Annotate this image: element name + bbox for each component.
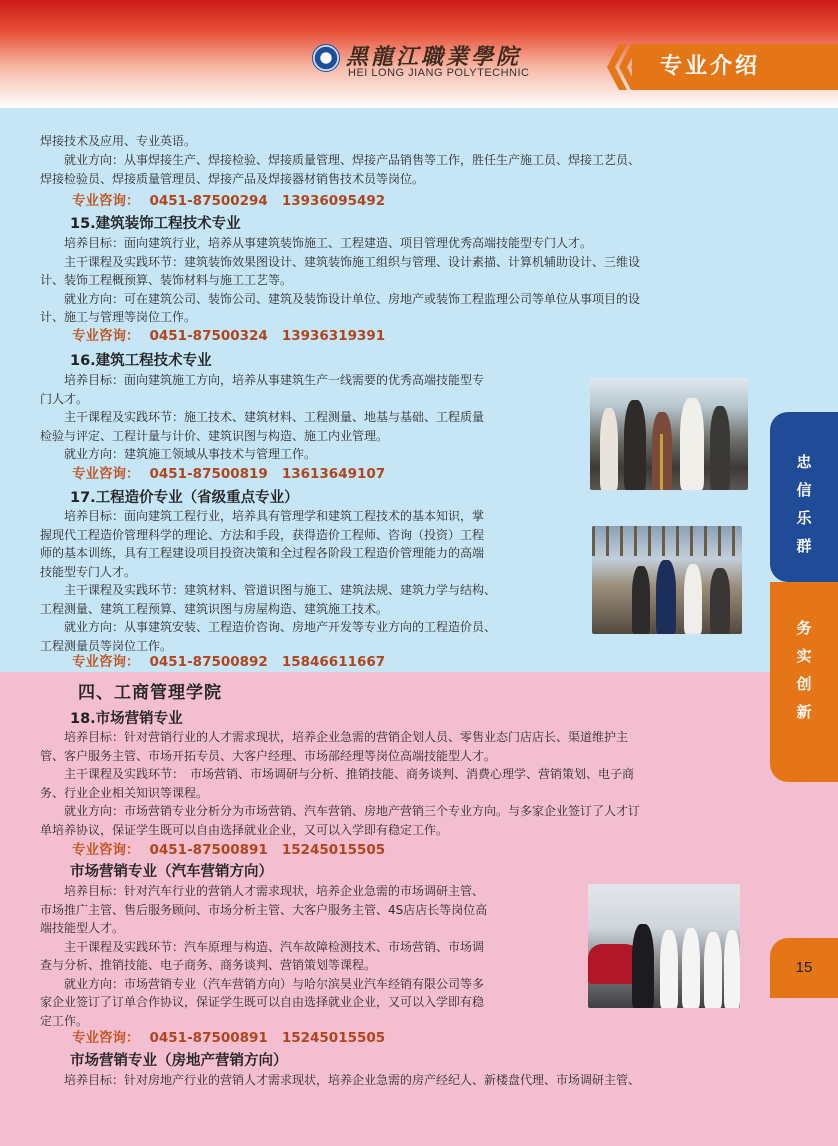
real-estate-marketing-body: 培养目标：针对房地产行业的营销人才需求现状，培养企业急需的房产经纪人、新楼盘代理、市场调研主管、 xyxy=(40,1073,641,1087)
major-17-title: 17.工程造价专业（省级重点专业） xyxy=(70,490,299,506)
contact-line xyxy=(72,838,385,858)
school-name-en: HEI LONG JIANG POLYTECHNIC xyxy=(348,67,530,79)
section-4-title: 四、工商管理学院 xyxy=(78,683,222,703)
contact-mobile: 13613649107 xyxy=(281,466,386,482)
contact-phone: 0451-87500294 xyxy=(149,193,268,209)
welding-employment-text: 就业方向：从事焊接生产、焊接检验、焊接质量管理、焊接产品销售等工作，胜任生产施工员、焊接工艺员、 焊接检验员、焊接质量管理员、焊接产品及焊接器材销售技术员等岗位。 xyxy=(40,153,641,186)
contact-label: 专业咨询： xyxy=(72,193,140,209)
contact-mobile: 15245015505 xyxy=(281,842,386,858)
auto-marketing-title: 市场营销专业（汽车营销方向） xyxy=(70,864,273,880)
major-17-body: 培养目标：面向建筑工程行业，培养具有管理学和建筑工程技术的基本知识，掌 握现代工程造价管理科学的理论、方法和手段，获得造价工程师、咨询（投资）工程 师的基本训练，具有工程建设项目投资决策和全过程各阶段工程造价管理能力的高端 技能型专门人才。 主干课程及实践环节：建筑材料、管道识图与施工、建筑法规、建筑力学与结构、 工程测量、建筑工程预算、建筑识图与房屋构造、建筑施工技术。 就业方向：从事建筑安装、工程造价咨询、房地产开发等专业方向的工程造价员、 工程测量员等岗位工作。 xyxy=(40,509,497,653)
school-name-cn: 黑龍江職業學院 xyxy=(346,44,522,70)
contact-mobile: 13936319391 xyxy=(281,328,386,344)
contact-line xyxy=(72,462,385,482)
auto-marketing-body: 培养目标：针对汽车行业的营销人才需求现状，培养企业急需的市场调研主管、 市场推广主管、售后服务顾问、市场分析主管、大客户服务主管、4S店店长等岗位高 端技能型人才。 主干课程及实践环节：汽车原理与构造、汽车故障检测技术、市场营销、市场调 查与分析、推销技能、电子商务、商务谈判、营销策划等课程。 就业方向：市场营销专业（汽车营销方向）与哈尔滨昊业汽车经销有限公司等多 家企业签订了订单合作协议，保证学生既可以自由选择就业企业，又可以入学即有稳 定工作。 xyxy=(40,884,488,1028)
contact-phone: 0451-87500819 xyxy=(149,466,268,482)
contact-phone: 0451-87500891 xyxy=(149,1030,268,1046)
contact-mobile: 13936095492 xyxy=(281,193,386,209)
motto-text-1: 忠 信 乐 群 xyxy=(796,453,812,555)
contact-label: 专业咨询： xyxy=(72,466,140,482)
contact-label: 专业咨询： xyxy=(72,654,140,670)
contact-phone: 0451-87500891 xyxy=(149,842,268,858)
contact-label: 专业咨询： xyxy=(72,1030,140,1046)
major-15-title: 15.建筑装饰工程技术专业 xyxy=(70,216,241,232)
major-16-body: 培养目标：面向建筑施工方向，培养从事建筑生产一线需要的优秀高端技能型专 门人才。 主干课程及实践环节：施工技术、建筑材料、工程测量、地基与基础、工程质量 检验与评定、工程计量与计价、建筑识图与构造、施工内业管理。 就业方向：建筑施工领域从事技术与管理工作。 xyxy=(40,373,485,461)
contact-mobile: 15846611667 xyxy=(281,654,386,670)
contact-phone: 0451-87500324 xyxy=(149,328,268,344)
contact-phone: 0451-87500892 xyxy=(149,654,268,670)
major-16-title: 16.建筑工程技术专业 xyxy=(70,353,212,369)
page-number: 15 xyxy=(770,938,838,998)
contact-mobile: 15245015505 xyxy=(281,1030,386,1046)
contact-line xyxy=(72,189,385,209)
motto-tab-blue xyxy=(770,412,838,582)
major-18-body: 培养目标：针对营销行业的人才需求现状，培养企业急需的营销企划人员、零售业态门店店长、渠道维护主 管、客户服务主管、市场开拓专员、大客户经理、市场部经理等岗位高端技能型人才。 主干课程及实践环节： 市场营销、市场调研与分析、推销技能、商务谈判、消费心理学、营销策划、电子商 务、行业企业相关知识等课程。 就业方向：市场营销专业分析分为市场营销、汽车营销、房地产营销三个专业方向。与多家企业签订了人才订 单培养协议，保证学生既可以自由选择就业企业，又可以入学即有稳定工作。 xyxy=(40,730,641,837)
school-emblem-icon xyxy=(312,44,340,72)
contact-label: 专业咨询： xyxy=(72,842,140,858)
contact-line xyxy=(72,650,385,670)
contact-line xyxy=(72,1026,385,1046)
major-15-body: 培养目标：面向建筑行业，培养从事建筑装饰施工、工程建造、项目管理优秀高端技能型专门人才。 主干课程及实践环节：建筑装饰效果图设计、建筑装饰施工组织与管理、设计素描、计算机辅助设计、三维设 计、装饰工程概预算、装饰材料与施工工艺等。 就业方向：可在建筑公司、装饰公司、建筑及装饰设计单位、房地产或装饰工程监理公司等单位从事项目的设 计、施工与管理等岗位工作。 xyxy=(40,236,641,324)
car-showroom-photo xyxy=(588,884,740,1008)
major-18-title: 18.市场营销专业 xyxy=(70,711,183,727)
surveying-students-photo xyxy=(590,378,748,490)
contact-line xyxy=(72,324,385,344)
real-estate-marketing-title: 市场营销专业（房地产营销方向） xyxy=(70,1053,288,1069)
motto-tab-orange xyxy=(770,582,838,782)
construction-site-photo xyxy=(592,526,742,634)
motto-text-2: 务 实 创 新 xyxy=(796,619,812,721)
page-header xyxy=(0,0,838,108)
contact-label: 专业咨询： xyxy=(72,328,140,344)
section-tag: 专业介绍 xyxy=(632,44,838,90)
welding-courses-text: 焊接技术及应用、专业英语。 xyxy=(40,134,197,148)
